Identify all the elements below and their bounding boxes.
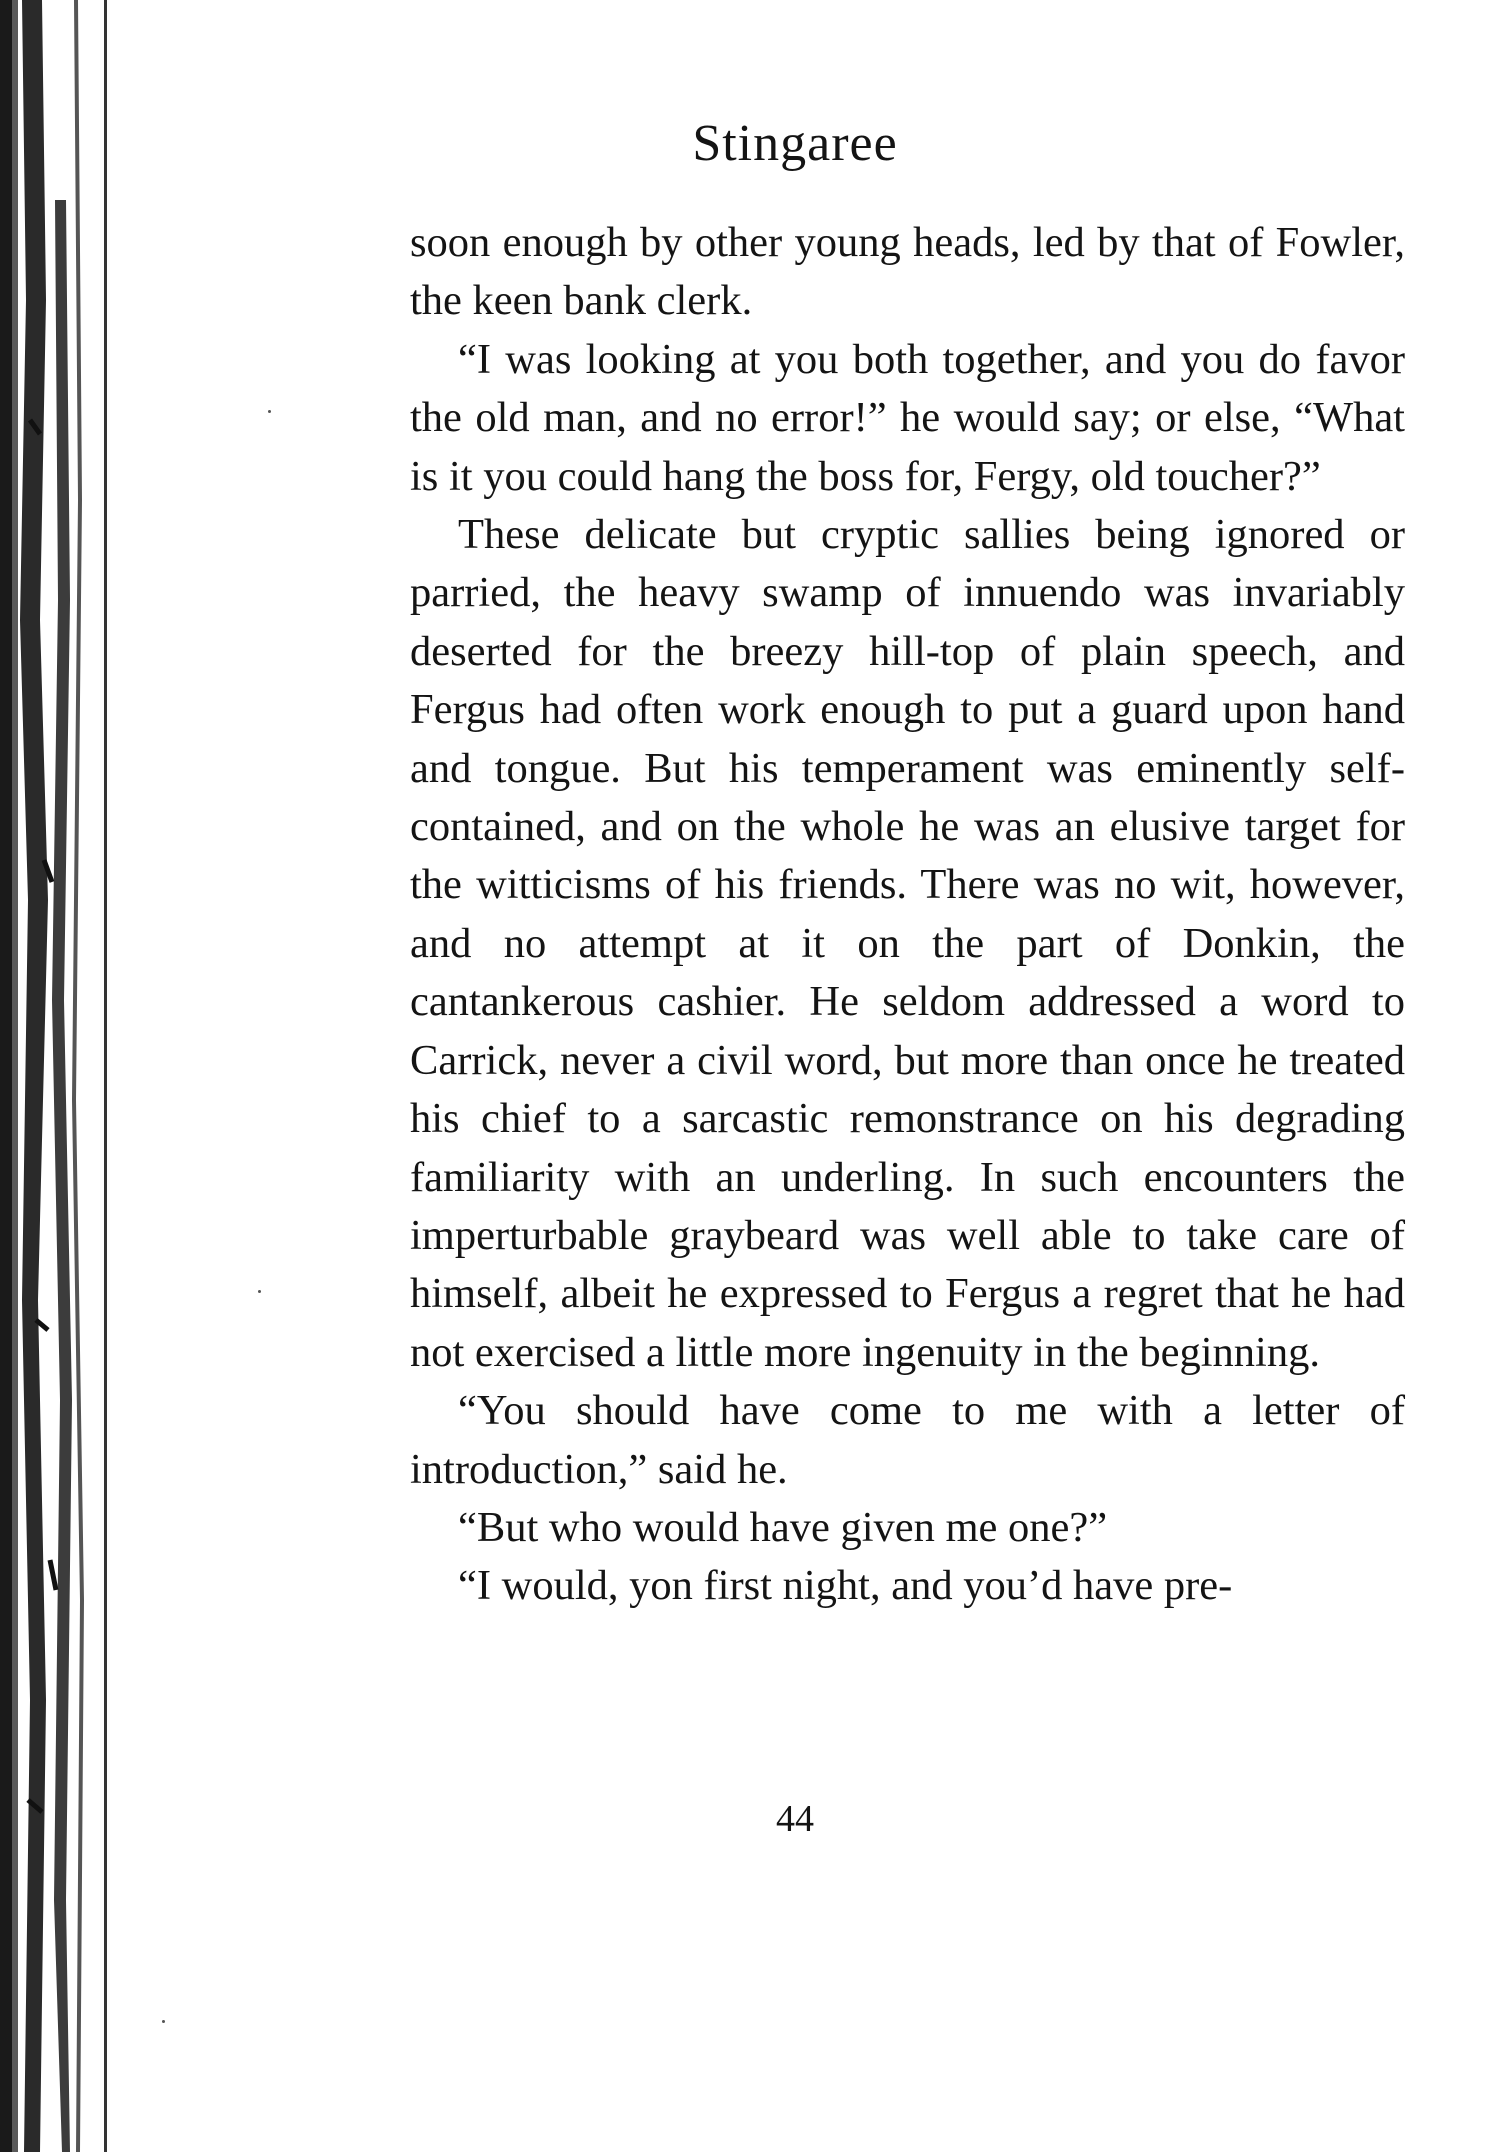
body-text bbox=[410, 214, 1405, 1616]
running-head: Stingaree bbox=[692, 115, 898, 172]
paragraph: “But who would have given me one?” bbox=[458, 1503, 1108, 1551]
paragraph: “I was looking at you both together, and you do favor the old man, and no error!” he would say; or else, “What is it you could hang the boss for, Fergy, old toucher?” bbox=[410, 335, 1405, 500]
paragraph: “You should have come to me with a letter of introduction,” said he. bbox=[410, 1387, 1405, 1493]
page-number: 44 bbox=[776, 1798, 814, 1840]
paragraph: soon enough by other young heads, led by that of Fowler, the keen bank clerk. bbox=[410, 219, 1405, 325]
paragraph: These delicate but cryptic sallies being ignored or parried, the heavy swamp of innuendo was invariably deserted for the breezy hill-top of plain speech, and Fergus had often work enough to put a guard upon hand and tongue. But his temperament was eminently self-contained, and on the whole he was an elusive target for the witticisms of his friends. There was no wit, however, and no attempt at it on the part of Donkin, the cantankerous cashier. He seldom addressed a word to Carrick, never a civil word, but more than once he treated his chief to a sarcastic remonstrance on his degrading familiarity with an underling. In such encounters the imperturbable graybeard was well able to take care of himself, albeit he expressed to Fergus a regret that he had not exercised a little more ingenuity in the beginning. bbox=[410, 511, 1405, 1376]
paragraph: “I would, yon first night, and you’d have pre- bbox=[458, 1562, 1233, 1610]
